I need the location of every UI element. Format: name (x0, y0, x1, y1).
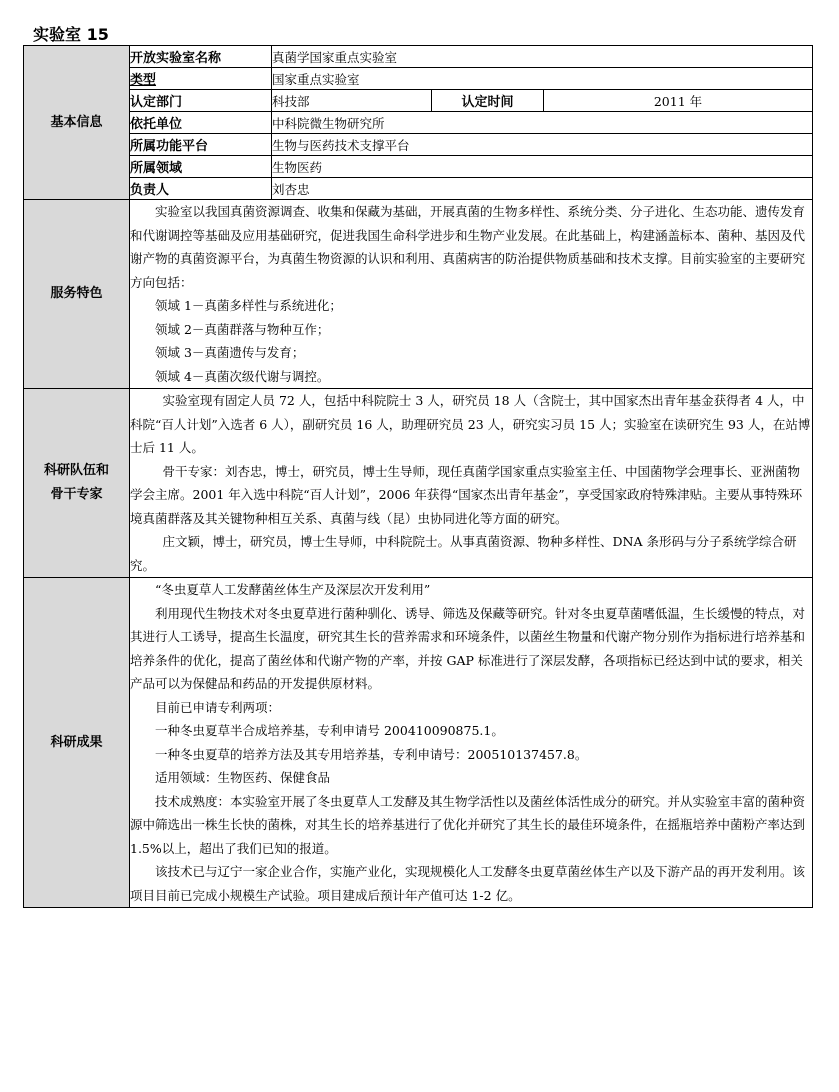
section-service: 服务特色 (24, 200, 130, 389)
service-intro: 实验室以我国真菌资源调查、收集和保藏为基础，开展真菌的生物多样性、系统分类、分子进化、生态功能、遗传发育和代谢调控等基础及应用基础研究，促进我国生命科学进步和生物产业发展。在此基础上，构建涵盖标本、菌种、基因及代谢产物的真菌资源平台，为真菌生物资源的认识和利用、真菌病害的防治提供物质基础和技术支撑。目前实验室的主要研究方向包括： (130, 204, 806, 290)
label-head: 负责人 (130, 178, 272, 200)
results-cooperation: 该技术已与辽宁一家企业合作，实施产业化，实现规模化人工发酵冬虫夏草菌丝体生产以及下游产品的再开发利用。该项目目前已完成小规模生产试验。项目建成后预计年产值可达 1-2 亿。 (130, 864, 806, 903)
row-head (24, 178, 813, 200)
label-type: 类型 (130, 68, 272, 90)
results-content (130, 578, 813, 908)
section-results: 科研成果 (24, 578, 130, 908)
team-paragraph-3: 庄文颖，博士，研究员，博士生导师，中科院院士。从事真菌资源、物种多样性、DNA 条形码与分子系统学综合研究。 (130, 534, 797, 573)
value-type: 国家重点实验室 (272, 68, 813, 90)
section-team-line-2: 骨干专家 (50, 487, 103, 502)
value-platform: 生物与医药技术支撑平台 (272, 134, 813, 156)
results-patent-2: 一种冬虫夏草的培养方法及其专用培养基，专利申请号：200510137457.8。 (155, 746, 588, 762)
results-paragraph-1: 利用现代生物技术对冬虫夏草进行菌种驯化、诱导、筛选及保藏等研究。针对冬虫夏草菌嗜低温，生长缓慢的特点，对其进行人工诱导，提高生长温度，研究其生长的营养需求和环境条件，以菌丝生物量和代谢产物分别作为指标进行培养基和培养条件的优化，提高了菌丝体和代谢产物的产率，并按 GAP 标准进行了深层发酵，各项指标已经达到中试的要求，相关产品可以为保健品和药品的开发提供原材料。 (130, 605, 806, 691)
service-area-1: 领域 1－真菌多样性与系统进化； (155, 298, 342, 313)
row-platform (24, 134, 813, 156)
value-host: 中科院微生物研究所 (272, 112, 813, 134)
lab-info-table (23, 45, 813, 908)
results-maturity: 技术成熟度：本实验室开展了冬虫夏草人工发酵及其生物学活性以及菌丝体活性成分的研究。并从实验室丰富的菌种资源中筛选出一株生长快的菌株，对其生长的培养基进行了优化并研究了其生长的最佳环境条件，在摇瓶培养中菌粉产率达到 1.5%以上，超出了我们已知的报道。 (130, 793, 806, 856)
section-team-line-1: 科研队伍和 (43, 463, 109, 478)
value-dept: 科技部 (272, 90, 432, 112)
row-host (24, 112, 813, 134)
section-basic-info: 基本信息 (24, 46, 130, 200)
lab-title: 实验室 15 (33, 25, 109, 44)
results-applicable: 适用领域：生物医药、保健食品 (155, 770, 331, 785)
row-type (24, 68, 813, 90)
service-area-3: 领域 3－真菌遗传与发育； (155, 345, 305, 360)
label-dept: 认定部门 (130, 90, 272, 112)
row-team (24, 389, 813, 578)
value-lab-name: 真菌学国家重点实验室 (272, 46, 813, 68)
results-title: “冬虫夏草人工发酵菌丝体生产及深层次开发利用” (155, 582, 431, 597)
service-area-2: 领域 2－真菌群落与物种互作； (155, 321, 330, 337)
service-content (130, 200, 813, 389)
row-field (24, 156, 813, 178)
value-field: 生物医药 (272, 156, 813, 178)
row-dept (24, 90, 813, 112)
value-head: 刘杏忠 (272, 178, 813, 200)
label-lab-name: 开放实验室名称 (130, 46, 272, 68)
results-patents-intro: 目前已申请专利两项： (155, 699, 281, 715)
label-platform: 所属功能平台 (130, 134, 272, 156)
team-paragraph-1: 实验室现有固定人员 72 人，包括中科院院士 3 人，研究员 18 人（含院士，其中国家杰出青年基金获得者 4 人，中科院“百人计划”入选者 6 人），副研究员 16 人，助理研究员 23 人，研究实习员 15 人；实验室在读研究生 93 人，在站博士后 11 人。 (130, 393, 811, 455)
row-lab-name (24, 46, 813, 68)
row-service (24, 200, 813, 389)
section-team (24, 389, 130, 578)
value-time: 2011 年 (544, 90, 813, 112)
row-results (24, 578, 813, 908)
label-field: 所属领域 (130, 156, 272, 178)
label-host: 依托单位 (130, 112, 272, 134)
service-area-4: 领域 4－真菌次级代谢与调控。 (155, 368, 330, 384)
label-time: 认定时间 (432, 90, 544, 112)
team-content (130, 389, 813, 578)
results-patent-1: 一种冬虫夏草半合成培养基，专利申请号 200410090875.1。 (155, 723, 504, 738)
team-paragraph-2: 骨干专家：刘杏忠，博士，研究员，博士生导师，现任真菌学国家重点实验室主任、中国菌物学会理事长、亚洲菌物学会主席。2001 年入选中科院“百人计划”，2006 年获得“国家杰出青年基金”，享受国家政府特殊津贴。主要从事特殊环境真菌群落及其关键物种相互关系、真菌与线（昆）虫协同进化等方面的研究。 (130, 463, 803, 526)
